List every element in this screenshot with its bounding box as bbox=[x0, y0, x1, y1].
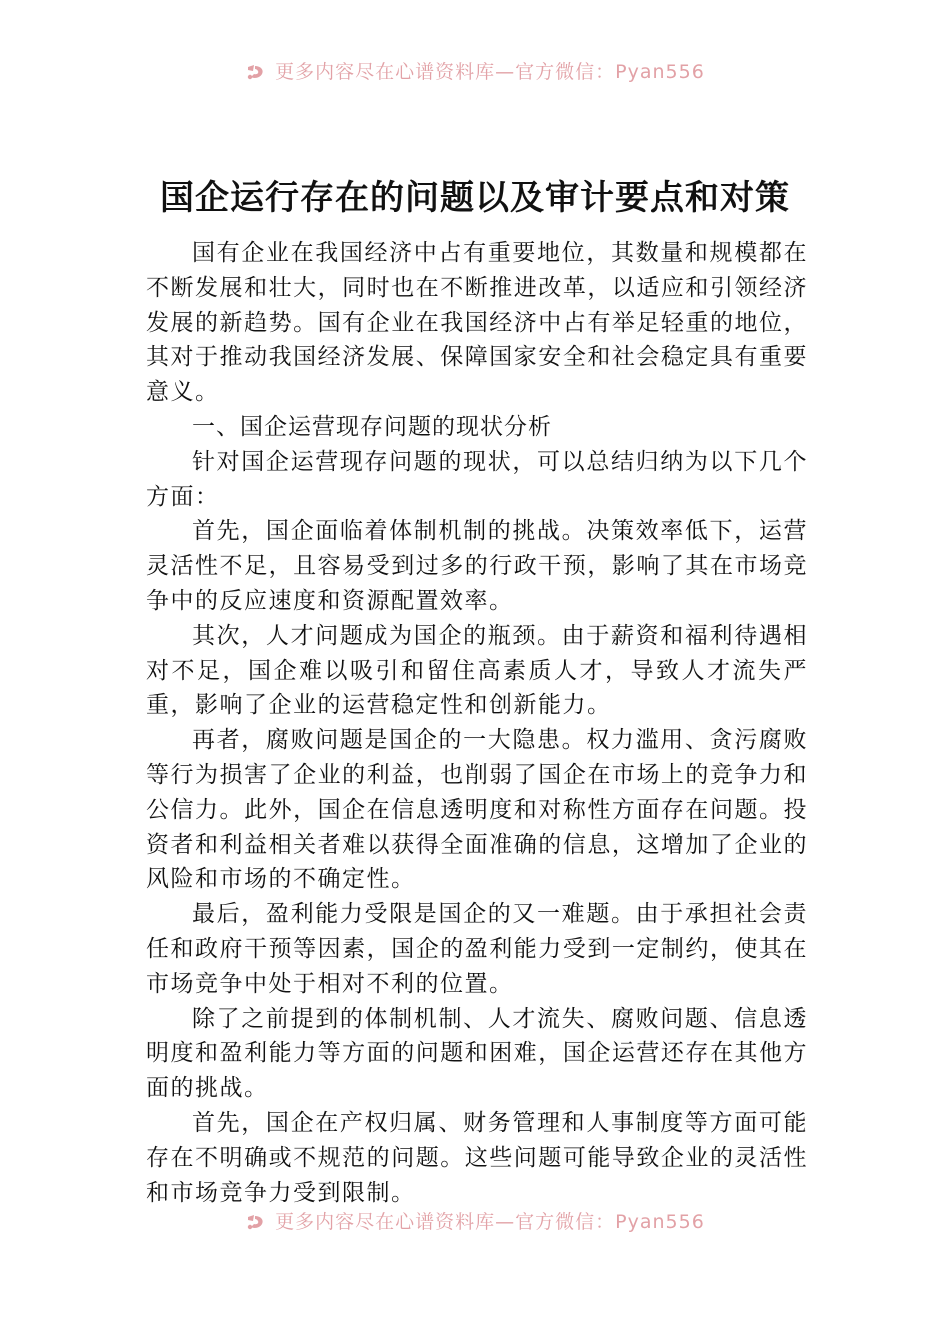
intro-paragraph: 国有企业在我国经济中占有重要地位，其数量和规模都在不断发展和壮大，同时也在不断推进改革，以适应和引领经济发展的新趋势。国有企业在我国经济中占有举足轻重的地位，其对于推动我国经济发展、保障国家安全和社会稳定具有重要意义。 bbox=[146, 240, 808, 406]
body-paragraph: 首先，国企在产权归属、财务管理和人事制度等方面可能存在不明确或不规范的问题。这些问题可能导致企业的灵活性和市场竞争力受到限制。 bbox=[146, 1109, 808, 1206]
document-title: 国企运行存在的问题以及审计要点和对策 bbox=[160, 178, 790, 218]
watermark-text: 更多内容尽在心谱资料库—官方微信：Pyan556 bbox=[275, 61, 705, 83]
body-paragraph: 其次，人才问题成为国企的瓶颈。由于薪资和福利待遇相对不足，国企难以吸引和留住高素质人才，导致人才流失严重，影响了企业的运营稳定性和创新能力。 bbox=[146, 622, 808, 719]
footer-watermark bbox=[0, 1210, 950, 1234]
document-body bbox=[146, 236, 808, 1210]
watermark-text: 更多内容尽在心谱资料库—官方微信：Pyan556 bbox=[275, 1211, 705, 1233]
body-paragraph: 除了之前提到的体制机制、人才流失、腐败问题、信息透明度和盈利能力等方面的问题和困难，国企运营还存在其他方面的挑战。 bbox=[146, 1005, 808, 1102]
body-paragraph: 再者，腐败问题是国企的一大隐患。权力滥用、贪污腐败等行为损害了企业的利益，也削弱了国企在市场上的竞争力和公信力。此外，国企在信息透明度和对称性方面存在问题。投资者和利益相关者难以获得全面准确的信息，这增加了企业的风险和市场的不确定性。 bbox=[146, 727, 808, 893]
body-paragraph: 最后，盈利能力受限是国企的又一难题。由于承担社会责任和政府干预等因素，国企的盈利能力受到一定制约，使其在市场竞争中处于相对不利的位置。 bbox=[146, 901, 808, 997]
body-paragraph: 首先，国企面临着体制机制的挑战。决策效率低下，运营灵活性不足，且容易受到过多的行政干预，影响了其在市场竞争中的反应速度和资源配置效率。 bbox=[146, 518, 808, 614]
section-heading: 一、国企运营现存问题的现状分析 bbox=[192, 413, 552, 440]
brand-logo-icon bbox=[245, 1213, 267, 1231]
body-paragraph: 针对国企运营现存问题的现状，可以总结归纳为以下几个方面： bbox=[146, 448, 808, 510]
header-watermark bbox=[0, 60, 950, 84]
brand-logo-icon bbox=[245, 63, 267, 81]
